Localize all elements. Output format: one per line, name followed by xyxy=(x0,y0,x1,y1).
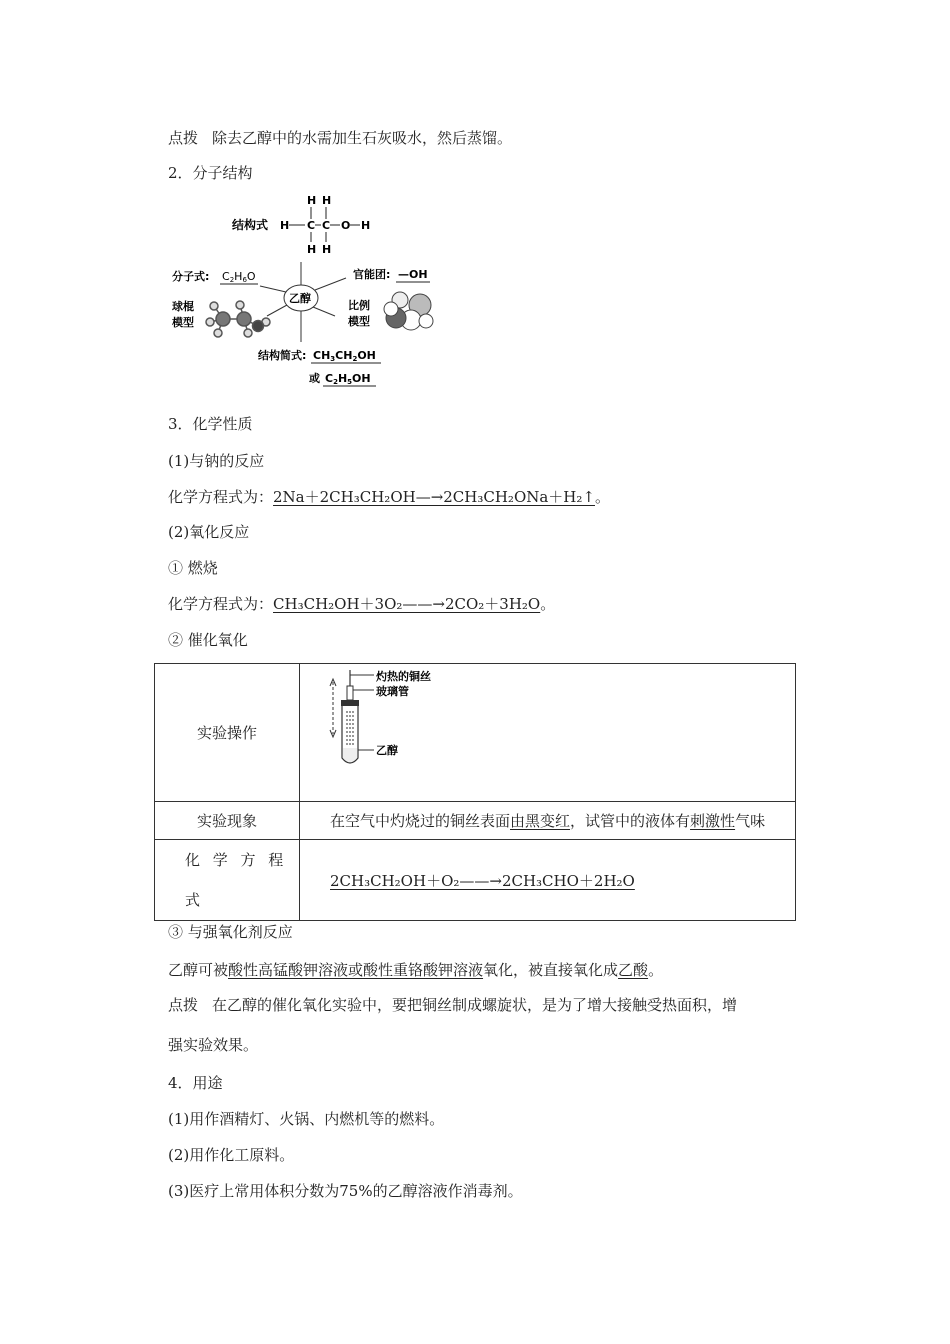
tip-paragraph-2 xyxy=(168,995,737,1015)
structural-atom-c2: C xyxy=(322,219,331,232)
oxidation-title: (2)氧化反应 xyxy=(168,523,250,541)
apparatus-label-glass-tube: 玻璃管 xyxy=(376,685,409,698)
structural-atom-h2: H xyxy=(361,219,371,232)
phenomenon-text: ，试管中的液体有 xyxy=(570,812,691,830)
ball-stick-label-1: 球棍 xyxy=(172,300,194,313)
tip-text: 除去乙醇中的水需加生石灰吸水，然后蒸馏。 xyxy=(212,129,513,147)
ethanol-structure-diagram xyxy=(168,192,448,392)
structural-atom-h1: H xyxy=(280,219,290,232)
center-label: 乙醇 xyxy=(289,292,311,305)
phenomenon-text: 在空气中灼烧过的铜丝表面 xyxy=(330,812,511,830)
test-tube-apparatus xyxy=(324,666,464,776)
strong-oxidant-text xyxy=(168,960,663,980)
row3-label-line-2: 式 xyxy=(185,891,205,909)
structural-atom-c1: C xyxy=(307,219,316,232)
apparatus-label-copper: 灼热的铜丝 xyxy=(376,670,431,683)
tip-label: 点拨 xyxy=(168,129,199,147)
phenomenon-cell xyxy=(300,802,796,840)
simplified-formula-2: C2H5OH xyxy=(325,372,371,386)
space-fill-label-1: 比例 xyxy=(348,299,370,312)
h-bottom-2: H xyxy=(322,243,332,256)
use-item-3: (3)医疗上常用体积分数为75%的乙醇溶液作消毒剂。 xyxy=(168,1182,523,1200)
oxidant-text: 乙醇可被 xyxy=(168,961,229,979)
phenomenon-answer-1: 由黑变红 xyxy=(510,812,571,830)
equation-prefix: 化学方程式为： xyxy=(168,488,274,506)
simplified-or: 或 xyxy=(309,372,320,385)
ball-stick-model xyxy=(206,301,270,337)
h-bottom-1: H xyxy=(307,243,317,256)
functional-group: —OH xyxy=(398,268,428,281)
molecular-formula: C2H6O xyxy=(222,270,256,284)
space-fill-label-2: 模型 xyxy=(348,315,370,328)
row2-label: 实验现象 xyxy=(155,802,300,840)
use-item-2: (2)用作化工原料。 xyxy=(168,1146,295,1164)
tip-paragraph-1 xyxy=(168,128,512,148)
structural-atom-o: O xyxy=(341,219,351,232)
phenomenon-text: 气味 xyxy=(735,812,766,830)
simplified-label: 结构简式: xyxy=(258,349,307,362)
row3-label xyxy=(155,840,300,921)
section-2-title: 2．分子结构 xyxy=(168,164,253,182)
structural-label: 结构式 xyxy=(232,218,269,232)
tip-label: 点拨 xyxy=(168,996,199,1014)
strong-oxidant-title: ③ 与强氧化剂反应 xyxy=(168,923,293,941)
catalytic-equation: 2CH₃CH₂OH＋O₂——→2CH₃CHO＋2H₂O xyxy=(330,871,635,890)
table-row xyxy=(155,802,796,840)
tip-text-line-2: 强实验效果。 xyxy=(168,1036,259,1054)
table-row xyxy=(155,664,796,802)
equation-cell xyxy=(300,840,796,921)
catalytic-oxidation-title: ② 催化氧化 xyxy=(168,631,248,649)
equation-suffix: 。 xyxy=(540,595,556,613)
apparatus-label-ethanol: 乙醇 xyxy=(376,744,398,757)
use-item-1: (1)用作酒精灯、火锅、内燃机等的燃料。 xyxy=(168,1110,445,1128)
equation-suffix: 。 xyxy=(594,488,610,506)
phenomenon-answer-2: 刺激性 xyxy=(690,812,736,830)
h-top-2: H xyxy=(322,194,332,207)
oxidant-text: 。 xyxy=(648,961,664,979)
tip-text-line-1: 在乙醇的催化氧化实验中，要把铜丝制成螺旋状，是为了增大接触受热面积，增 xyxy=(212,996,738,1014)
apparatus-cell xyxy=(300,664,796,802)
reaction-sodium-equation-line xyxy=(168,487,610,507)
experiment-table xyxy=(154,663,796,921)
molecular-label: 分子式: xyxy=(172,270,210,283)
oxidant-answer-2: 乙酸 xyxy=(618,961,649,979)
combustion-equation: CH₃CH₂OH＋3O₂——→2CO₂＋3H₂O xyxy=(273,595,541,613)
oxidant-answer-1: 酸性高锰酸钾溶液或酸性重铬酸钾溶液 xyxy=(228,961,484,979)
ball-stick-label-2: 模型 xyxy=(172,316,194,329)
row3-label-line-1: 化 学 方 程 xyxy=(185,851,288,869)
equation-prefix: 化学方程式为： xyxy=(168,595,274,613)
table-row xyxy=(155,840,796,921)
combustion-title: ① 燃烧 xyxy=(168,559,218,577)
oxidant-text: 氧化，被直接氧化成 xyxy=(483,961,619,979)
simplified-formula-1: CH3CH2OH xyxy=(313,349,376,363)
space-fill-model xyxy=(384,292,433,330)
sodium-equation: 2Na＋2CH₃CH₂OH—→2CH₃CH₂ONa＋H₂↑ xyxy=(273,488,595,506)
combustion-equation-line xyxy=(168,594,555,614)
section-3-title: 3．化学性质 xyxy=(168,415,253,433)
reaction-sodium-title: (1)与钠的反应 xyxy=(168,452,265,470)
h-top-1: H xyxy=(307,194,317,207)
row1-label: 实验操作 xyxy=(155,664,300,802)
functional-label: 官能团: xyxy=(353,268,391,281)
section-4-title: 4．用途 xyxy=(168,1074,223,1092)
